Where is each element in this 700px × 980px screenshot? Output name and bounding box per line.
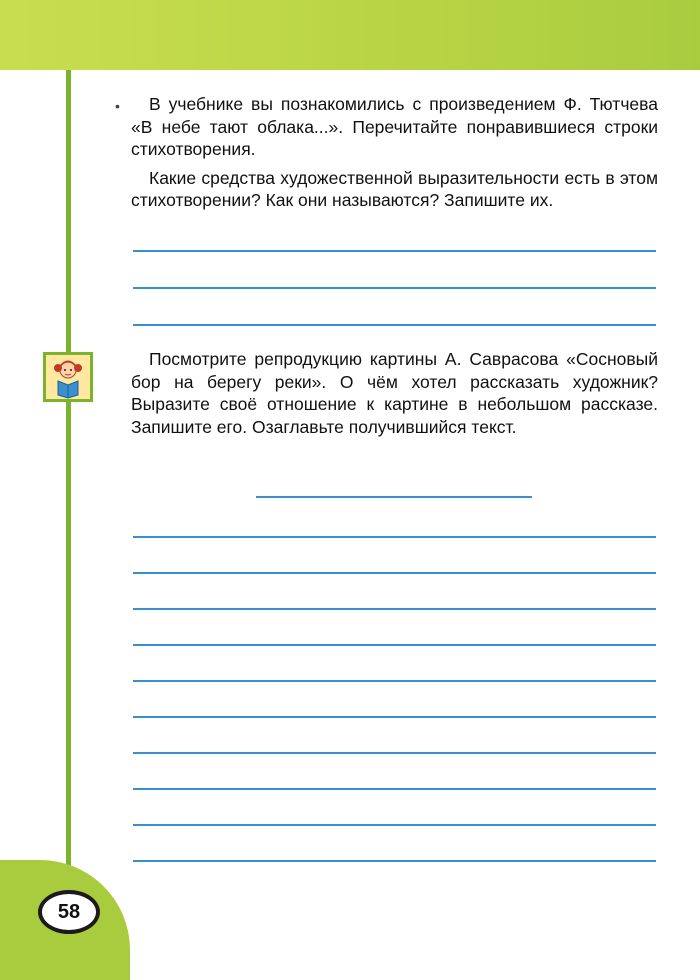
- answer-line[interactable]: [133, 752, 656, 754]
- answer-line[interactable]: [133, 788, 656, 790]
- task-1-text: [131, 93, 658, 212]
- answer-line[interactable]: [133, 287, 656, 289]
- answer-line[interactable]: [133, 644, 656, 646]
- title-line[interactable]: [256, 496, 532, 498]
- girl-reading-icon: [43, 352, 93, 402]
- task-1-paragraph-1: В учебнике вы познакомились с произведением Ф. Тютчева «В небе тают облака...». Перечитайте понравившиеся строки стихотворения.: [131, 94, 658, 159]
- answer-line[interactable]: [133, 536, 656, 538]
- answer-line[interactable]: [133, 572, 656, 574]
- answer-line[interactable]: [133, 716, 656, 718]
- task-2-text: [131, 348, 658, 438]
- task-1-paragraph-2: Какие средства художественной выразительности есть в этом стихотворении? Как они называются? Запишите их.: [131, 167, 658, 210]
- answer-line[interactable]: [133, 250, 656, 252]
- margin-line: [66, 70, 71, 900]
- bullet-mark: •: [115, 98, 120, 114]
- top-color-band: [0, 0, 700, 70]
- answer-line[interactable]: [133, 608, 656, 610]
- girl-reading-svg: [46, 355, 90, 399]
- page-number: 58: [38, 890, 100, 934]
- answer-line[interactable]: [133, 824, 656, 826]
- answer-line[interactable]: [133, 860, 656, 862]
- answer-line[interactable]: [133, 324, 656, 326]
- answer-line[interactable]: [133, 680, 656, 682]
- task-2-paragraph: Посмотрите репродукцию картины А. Саврасова «Сосновый бор на берегу реки». О чём хотел рассказать художник? Выразите своё отношение к картине в небольшом рассказе. Запишите его. Озаглавьте получившийся текст.: [131, 349, 658, 437]
